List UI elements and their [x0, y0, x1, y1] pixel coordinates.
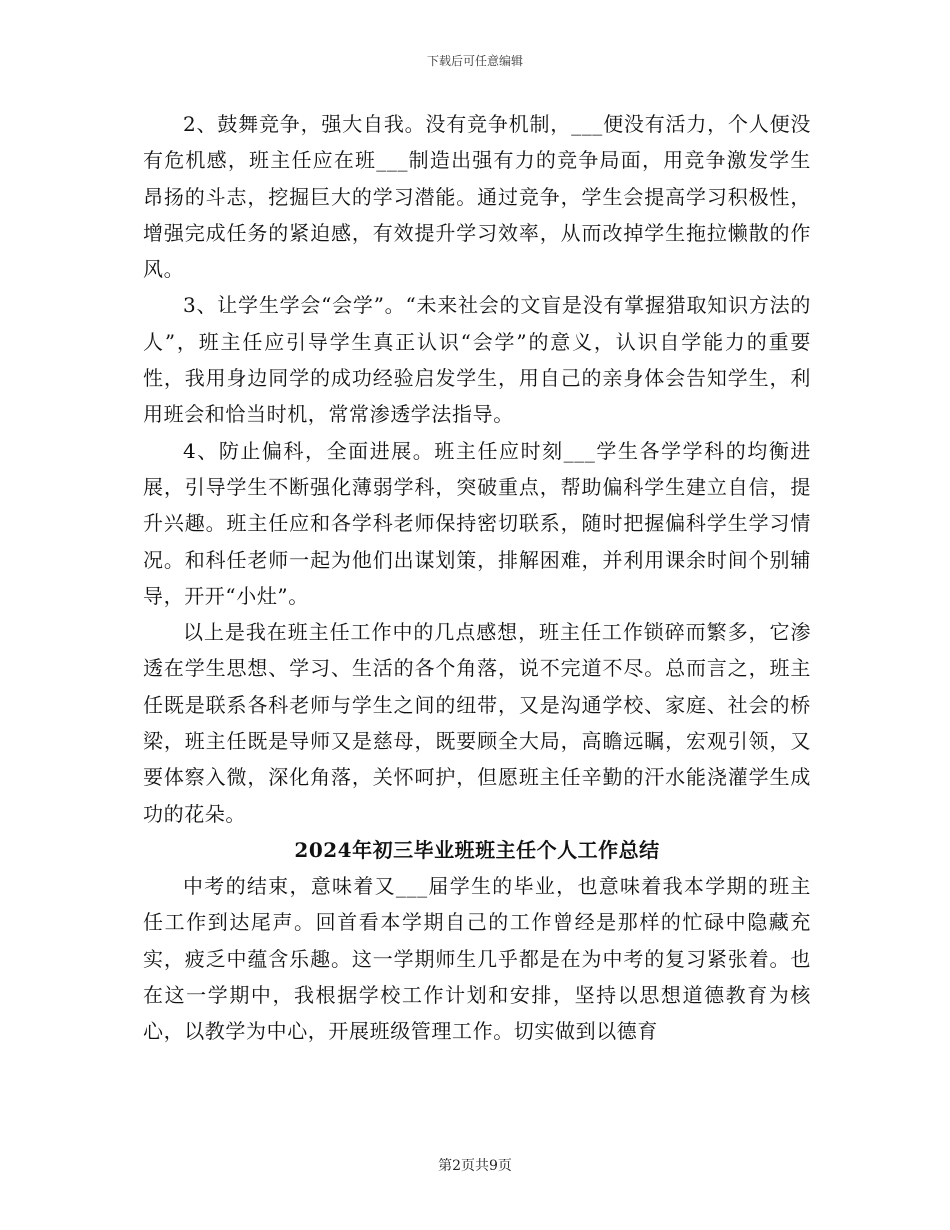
paragraph-learn-to-learn: 3、让学生学会“会学”。“未来社会的文盲是没有掌握猎取知识方法的人”，班主任应引导学生真正认识“会学”的意义，认识自学能力的重要性，我用身边同学的成功经验启发学生，用自己的亲身体会告知学生，利用班会和恰当时机，常常渗透学法指导。 [143, 293, 811, 427]
section-title: 2024年初三毕业班班主任个人工作总结 [294, 837, 660, 862]
page-number: 第2页共9页 [438, 1158, 512, 1174]
paragraph-summary-intro: 中考的结束，意味着又___届学生的毕业，也意味着我本学期的班主任工作到达尾声。回首看本学期自己的工作曾经是那样的忙碌中隐藏充实，疲乏中蕴含乐趣。这一学期师生几乎都是在为中考的复习紧张着。也在这一学期中，我根据学校工作计划和安排，坚持以思想道德教育为核心，以教学为中心，开展班级管理工作。切实做到以德育 [143, 873, 811, 1044]
paragraph-competition: 2、鼓舞竞争，强大自我。没有竞争机制，___便没有活力，个人便没有危机感，班主任应在班___制造出强有力的竞争局面，用竞争激发学生昂扬的斗志，挖掘巨大的学习潜能。通过竞争，学生会提高学习积极性，增强完成任务的紧迫感，有效提升学习效率，从而改掉学生拖拉懒散的作风。 [143, 112, 811, 282]
paragraph-conclusion: 以上是我在班主任工作中的几点感想，班主任工作锁碎而繁多，它渗透在学生思想、学习、生活的各个角落，说不完道不尽。总而言之，班主任既是联系各科老师与学生之间的纽带，又是沟通学校、家庭、社会的桥梁，班主任既是导师又是慈母，既要顾全大局，高瞻远瞩，宏观引领，又要体察入微，深化角落，关怀呵护，但愿班主任辛勤的汗水能浇灌学生成功的花朵。 [143, 620, 811, 826]
page-header: 下载后可任意编辑 [426, 54, 523, 68]
document-body [143, 106, 811, 1049]
paragraph-prevent-bias: 4、防止偏科，全面进展。班主任应时刻___学生各学学科的均衡进展，引导学生不断强化薄弱学科，突破重点，帮助偏科学生建立自信，提升兴趣。班主任应和各学科老师保持密切联系，随时把握偏科学生学习情况。和科任老师一起为他们出谋划策，排解困难，并利用课余时间个别辅导，开开“小灶”。 [143, 438, 811, 608]
